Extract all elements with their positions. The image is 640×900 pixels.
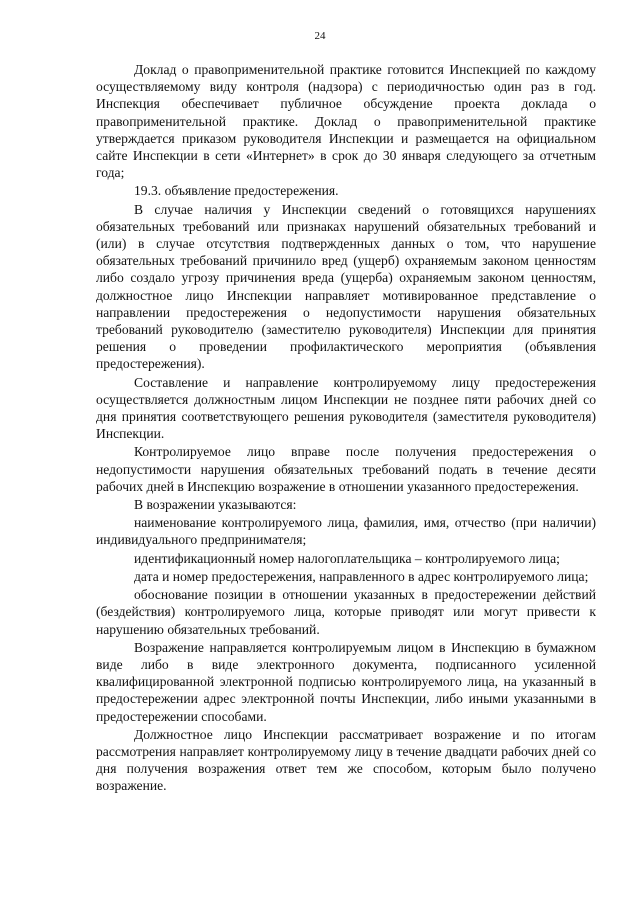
paragraph-objection-item-date: дата и номер предостережения, направленного в адрес контролируемого лица;	[134, 568, 589, 584]
document-body	[96, 61, 596, 795]
paragraph-warning-issuance: Составление и направление контролируемому лицу предостережения осуществляется должностным лицом Инспекции не позднее пяти рабочих дней со дня принятия соответствующего решения руководителя (заместителя руководителя) Инспекции.	[96, 374, 596, 442]
paragraph-19-3-heading: 19.3. объявление предостережения.	[134, 183, 339, 199]
paragraph-objection-review: Должностное лицо Инспекции рассматривает возражение и по итогам рассмотрения направляет контролируемому лицу в течение двадцати рабочих дней со дня получения возражения ответ тем же способом, которым было получено возражение.	[96, 726, 596, 794]
paragraph-objection-item-inn: идентификационный номер налогоплательщика – контролируемого лица;	[134, 550, 560, 566]
page-number: 24	[314, 30, 326, 42]
paragraph-objection-submission: Возражение направляется контролируемым лицом в Инспекцию в бумажном виде либо в виде электронного документа, подписанного усиленной квалифицированной электронной подписью контролируемого лица, на указанный в предостережении адрес электронной почты Инспекции, либо иными указанными в предостережении способами.	[96, 639, 596, 724]
paragraph-objection-contents-intro: В возражении указываются:	[134, 497, 297, 513]
paragraph-warning-grounds: В случае наличия у Инспекции сведений о готовящихся нарушениях обязательных требований или признаках нарушений обязательных требований и (или) в случае отсутствия подтвержденных данных о том, что нарушение обязательных требований причинило вред (ущерб) охраняемым законом ценностям либо создало угрозу причинения вреда (ущерба) охраняемым законом ценностям, должностное лицо Инспекции направляет мотивированное представление о направлении предостережения о недопустимости нарушения обязательных требований руководителю (заместителю руководителя) Инспекции для принятия решения о проведении профилактического мероприятия (объявления предостережения).	[96, 201, 596, 372]
paragraph-objection-item-justification: обоснование позиции в отношении указанных в предостережении действий (бездействия) контролируемого лица, которые приводят или могут привести к нарушению обязательных требований.	[96, 587, 596, 637]
paragraph-objection-right: Контролируемое лицо вправе после получения предостережения о недопустимости нарушения обязательных требований подать в течение десяти рабочих дней в Инспекцию возражение в отношении указанного предостережения.	[96, 444, 596, 494]
paragraph-objection-item-name: наименование контролируемого лица, фамилия, имя, отчество (при наличии) индивидуального предпринимателя;	[96, 515, 596, 548]
paragraph-report-practice: Доклад о правоприменительной практике готовится Инспекцией по каждому осуществляемому виду контроля (надзора) с периодичностью один раз в год. Инспекция обеспечивает публичное обсуждение проекта доклада о правоприменительной практике. Доклад о правоприменительной практике утверждается приказом руководителя Инспекции и размещается на официальном сайте Инспекции в сети «Интернет» в срок до 30 января следующего за отчетным года;	[96, 62, 596, 181]
